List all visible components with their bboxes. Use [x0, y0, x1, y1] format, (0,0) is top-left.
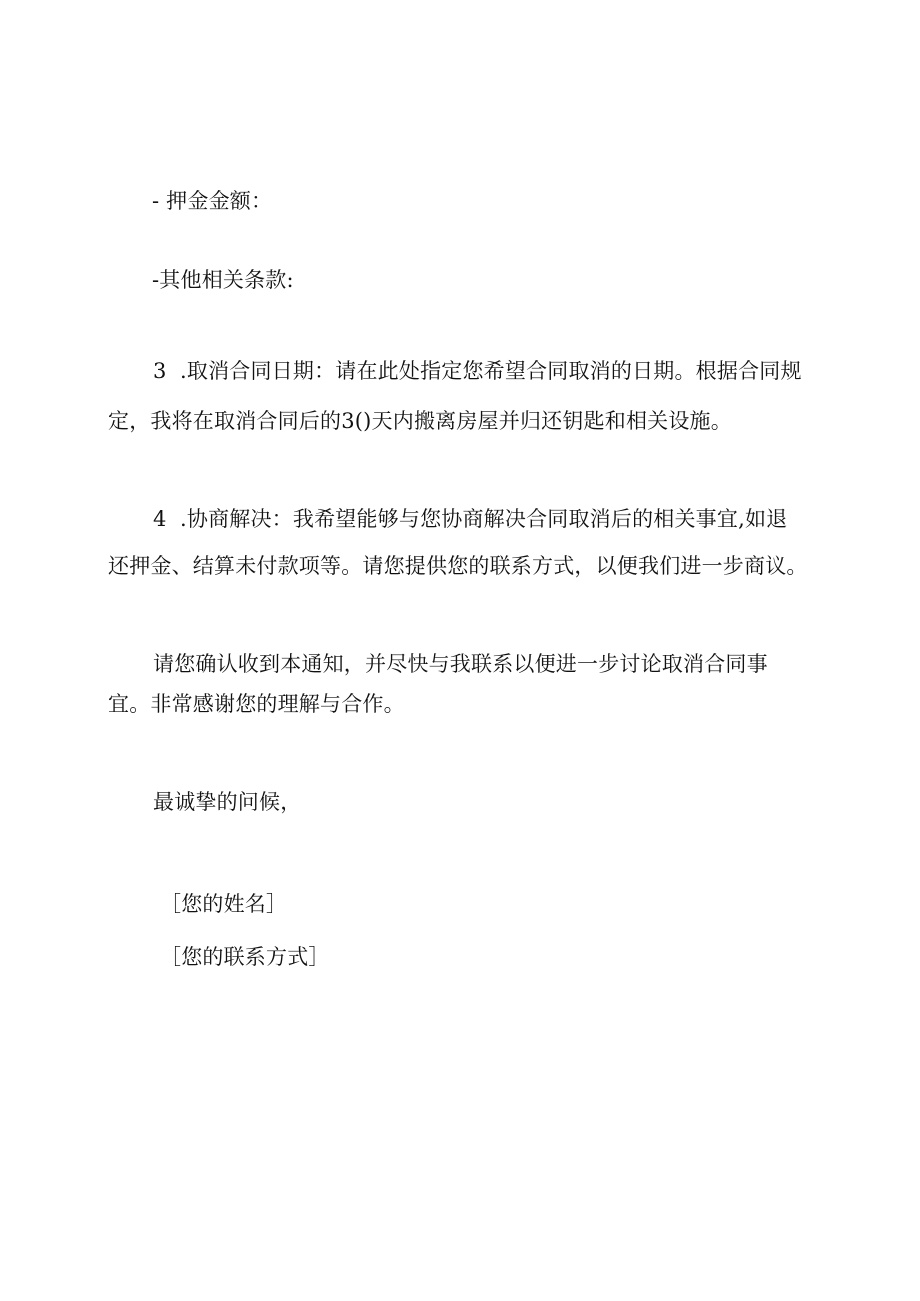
- closing-line-2: 宜。非常感谢您的理解与合作。: [108, 692, 405, 716]
- section-4-number: 4: [153, 507, 167, 531]
- signature-contact: ［您的联系方式］: [160, 945, 330, 969]
- deposit-amount-item: - 押金金额：: [152, 189, 273, 213]
- closing-line-1: 请您确认收到本通知，并尽快与我联系以便进一步讨论取消合同事: [153, 652, 768, 676]
- section-3-line-2: 定，我将在取消合同后的3()天内搬离房屋并归还钥匙和相关设施。: [108, 409, 732, 433]
- section-3-line-1: [153, 357, 802, 385]
- section-4-line-2: 还押金、结算未付款项等。请您提供您的联系方式，以便我们进一步商议。: [108, 554, 808, 578]
- section-4-line-1: [153, 505, 787, 533]
- regards-line: 最诚挚的问候，: [153, 790, 302, 814]
- section-4-text-1: .协商解决：我希望能够与您协商解决合同取消后的相关事宜,如退: [180, 507, 788, 531]
- signature-name: ［您的姓名］: [160, 892, 288, 916]
- section-3-text-1: .取消合同日期：请在此处指定您希望合同取消的日期。根据合同规: [180, 359, 802, 383]
- section-3-number: 3: [153, 359, 167, 383]
- other-terms-item: -其他相关条款:: [152, 268, 294, 292]
